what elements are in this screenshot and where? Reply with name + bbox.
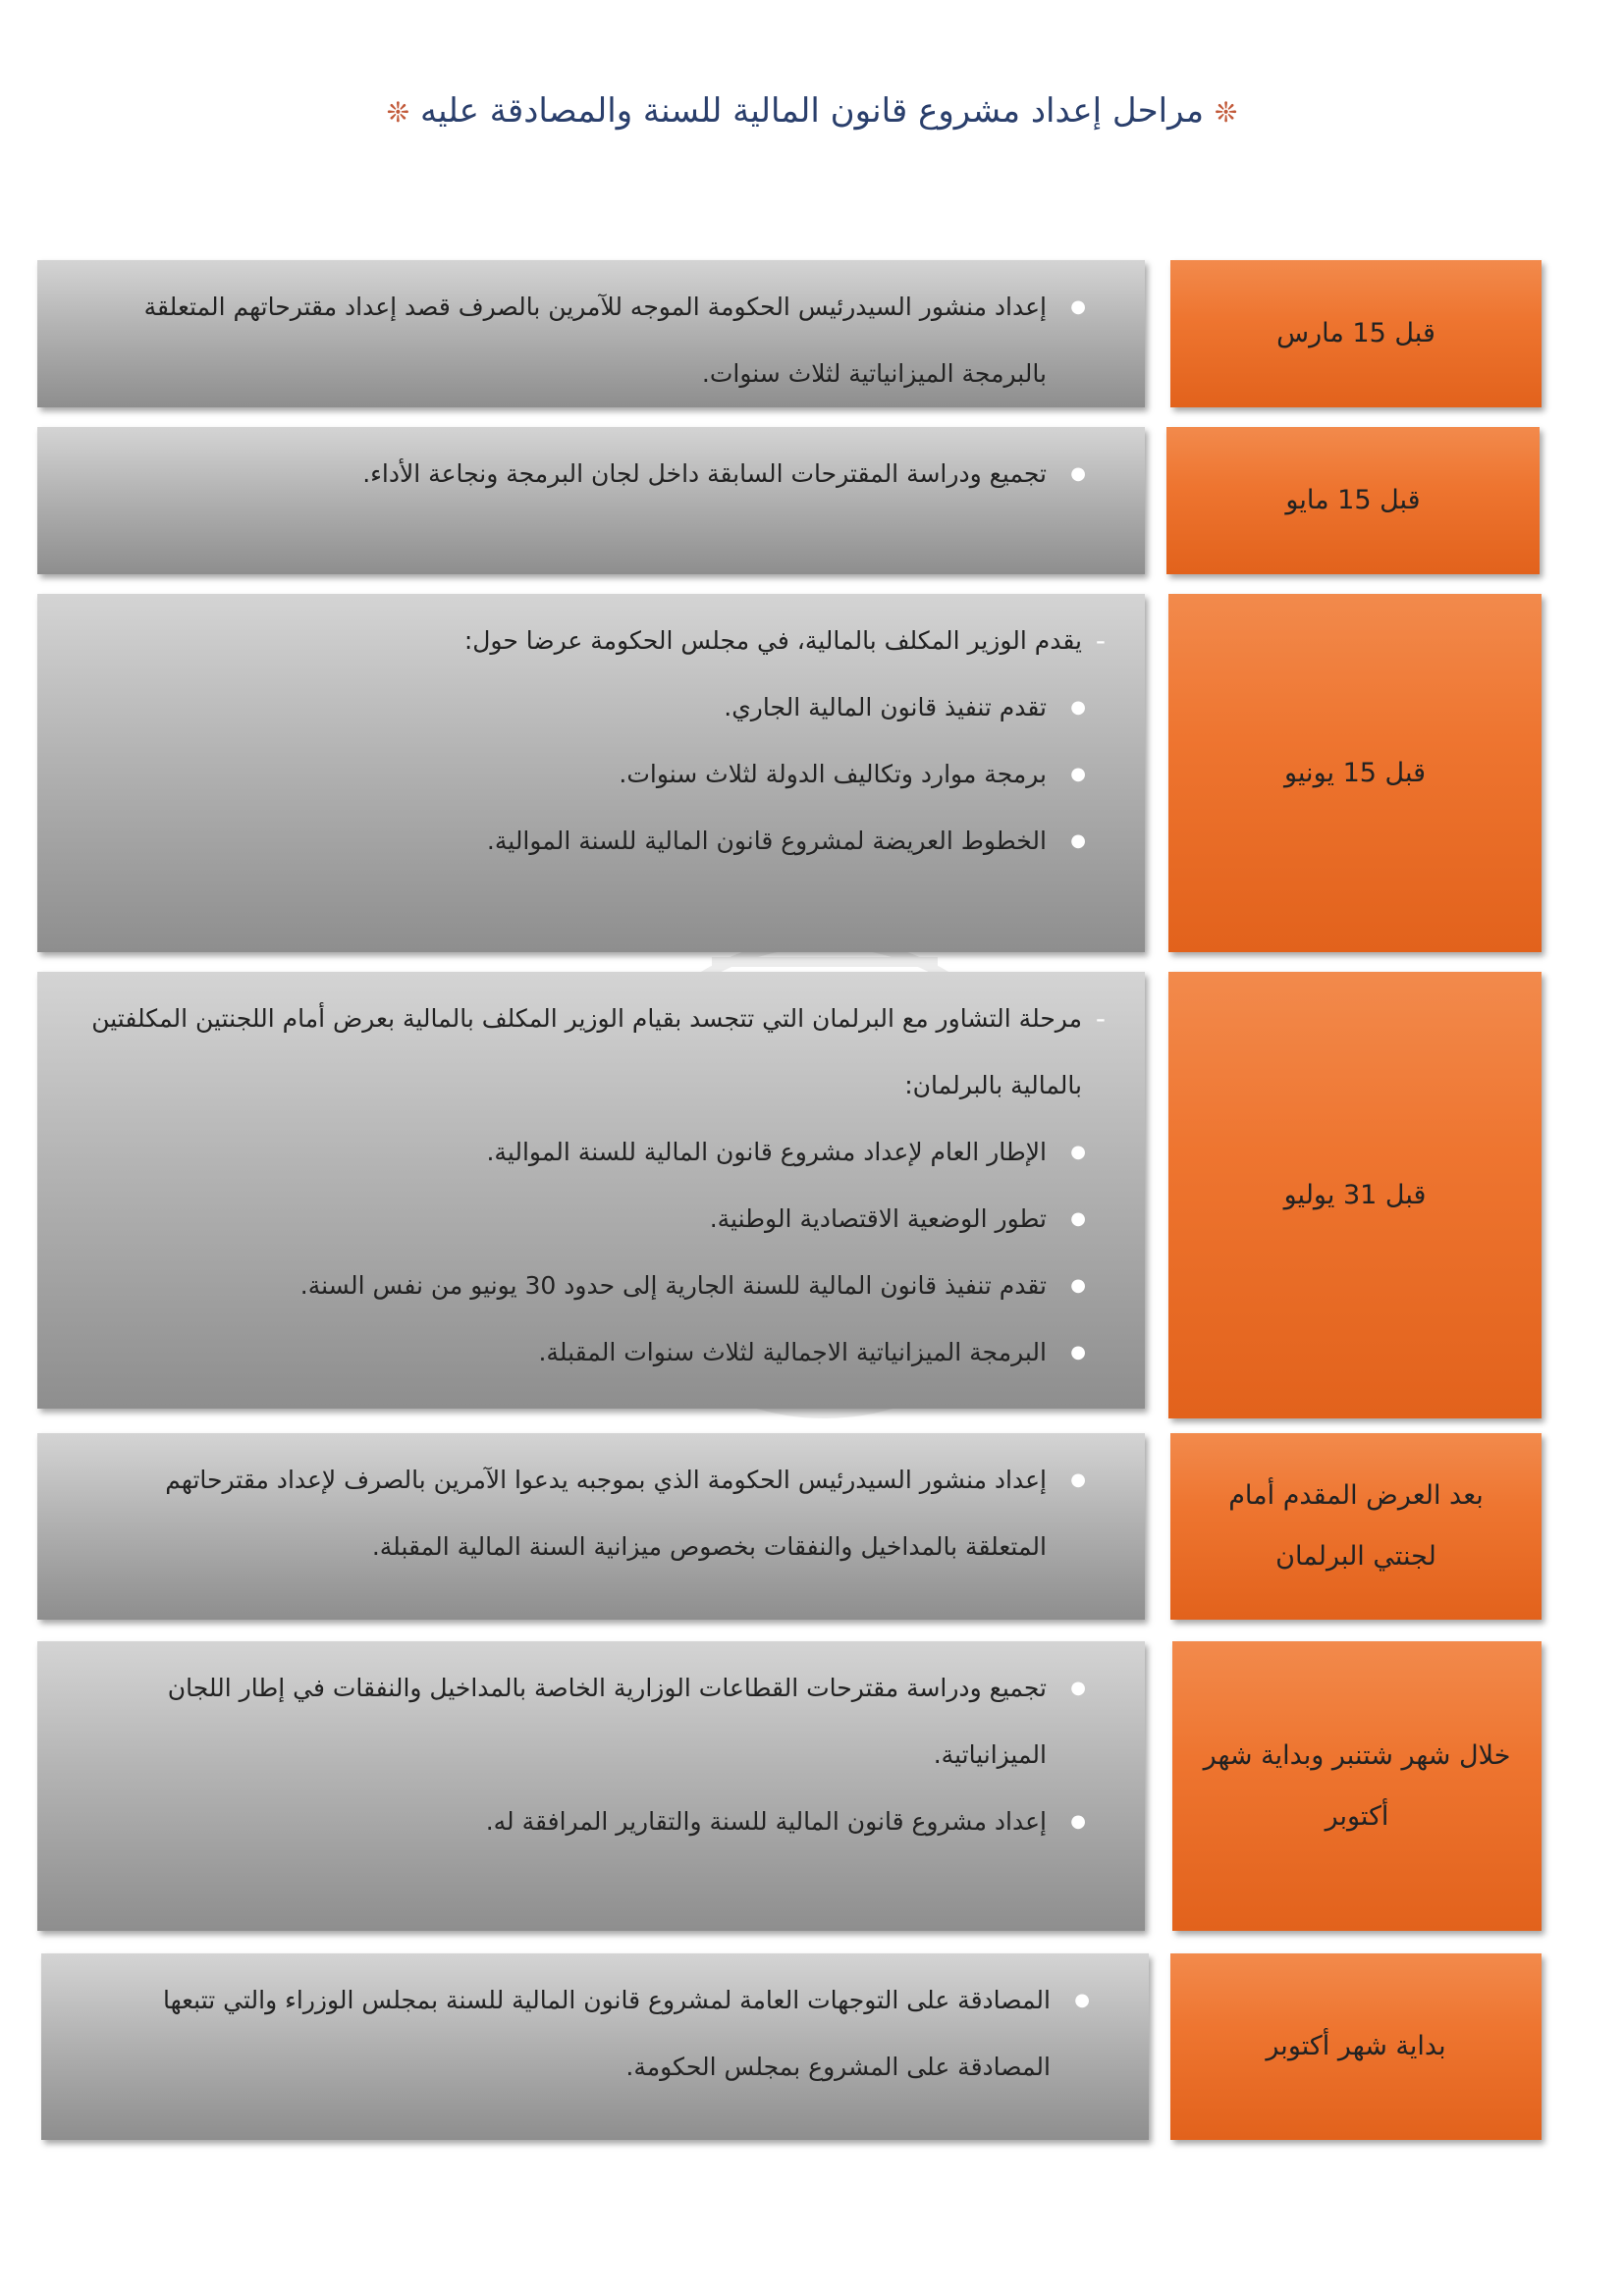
stage-bullet-item: ● الخطوط العريضة لمشروع قانون المالية للسنة الموالية. [77,808,1106,875]
stage-date-label: قبل 31 يوليو [1283,1179,1427,1210]
stage-bullet-item: ● تقدم تنفيذ قانون المالية الجاري. [77,674,1106,741]
stage-bullet-item: ● إعداد منشور السيدرئيس الحكومة الموجه للآمرين بالصرف قصد إعداد مقترحاتهم المتعلقة بالبرمجة الميزانياتية لثلاث سنوات. [77,274,1106,407]
stage-date-box [1168,594,1542,952]
stage-content-box [37,260,1145,407]
stage-dash-item: - يقدم الوزير المكلف بالمالية، في مجلس الحكومة عرضا حول: [77,608,1106,674]
stage-bullet-item: ● تجميع ودراسة المقترحات السابقة داخل لجان البرمجة ونجاعة الأداء. [77,441,1106,507]
stage-content-box [37,594,1145,952]
stage-dash-item: - مرحلة التشاور مع البرلمان التي تتجسد بقيام الوزير المكلف بالمالية بعرض أمام اللجنتين المكلفتين بالمالية بالبرلمان: [77,986,1106,1119]
stage-content-box [41,1953,1149,2140]
stage-bullet-item: ● تقدم تنفيذ قانون المالية للسنة الجارية إلى حدود 30 يونيو من نفس السنة. [77,1253,1106,1319]
stage-date-box [1170,260,1542,407]
stage-date-box [1172,1641,1542,1931]
stage-bullet-item: ● إعداد مشروع قانون المالية للسنة والتقارير المرافقة له. [77,1789,1106,1855]
page-title-text: مراحل إعداد مشروع قانون المالية للسنة والمصادقة عليه [419,91,1205,131]
stage-content-box [37,972,1145,1409]
stage-bullet-item: ● الإطار العام لإعداد مشروع قانون المالية للسنة الموالية. [77,1119,1106,1186]
stage-date-label: بعد العرض المقدم أمام لجنتي البرلمان [1228,1480,1484,1572]
stage-bullet-item: ● برمجة موارد وتكاليف الدولة لثلاث سنوات. [77,741,1106,808]
stage-date-box [1170,1953,1542,2140]
stage-content-box [37,427,1145,574]
stage-bullet-item: ● المصادقة على التوجهات العامة لمشروع قانون المالية للسنة بمجلس الوزراء والتي تتبعها المصادقة على المشروع بمجلس الحكومة. [81,1967,1110,2101]
stage-bullet-item: ● البرمجة الميزانياتية الاجمالية لثلاث سنوات المقبلة. [77,1319,1106,1386]
stage-date-box [1168,972,1542,1418]
stage-date-label: قبل 15 مايو [1285,485,1421,515]
ornament-right-icon: ❊ [1214,96,1238,129]
stage-date-label: قبل 15 يونيو [1283,757,1427,788]
stage-date-label: خلال شهر شتنبر وبداية شهر أكتوبر [1203,1739,1511,1832]
stage-bullet-item: ● تجميع ودراسة مقترحات القطاعات الوزارية الخاصة بالمداخيل والنفقات في إطار اللجان الميزانياتية. [77,1655,1106,1789]
ornament-left-icon: ❊ [386,96,410,129]
stage-content-box [37,1433,1145,1620]
stage-date-label: بداية شهر أكتوبر [1266,2031,1446,2061]
stage-date-label: قبل 15 مارس [1276,318,1435,348]
stage-date-box [1170,1433,1542,1620]
page-title [0,86,1624,135]
stage-bullet-item: ● إعداد منشور السيدرئيس الحكومة الذي بموجبه يدعوا الآمرين بالصرف لإعداد مقترحاتهم المتعلقة بالمداخيل والنفقات بخصوص ميزانية السنة المالية المقبلة. [77,1447,1106,1580]
stage-content-box [37,1641,1145,1931]
stage-bullet-item: ● تطور الوضعية الاقتصادية الوطنية. [77,1186,1106,1253]
stage-date-box [1166,427,1540,574]
